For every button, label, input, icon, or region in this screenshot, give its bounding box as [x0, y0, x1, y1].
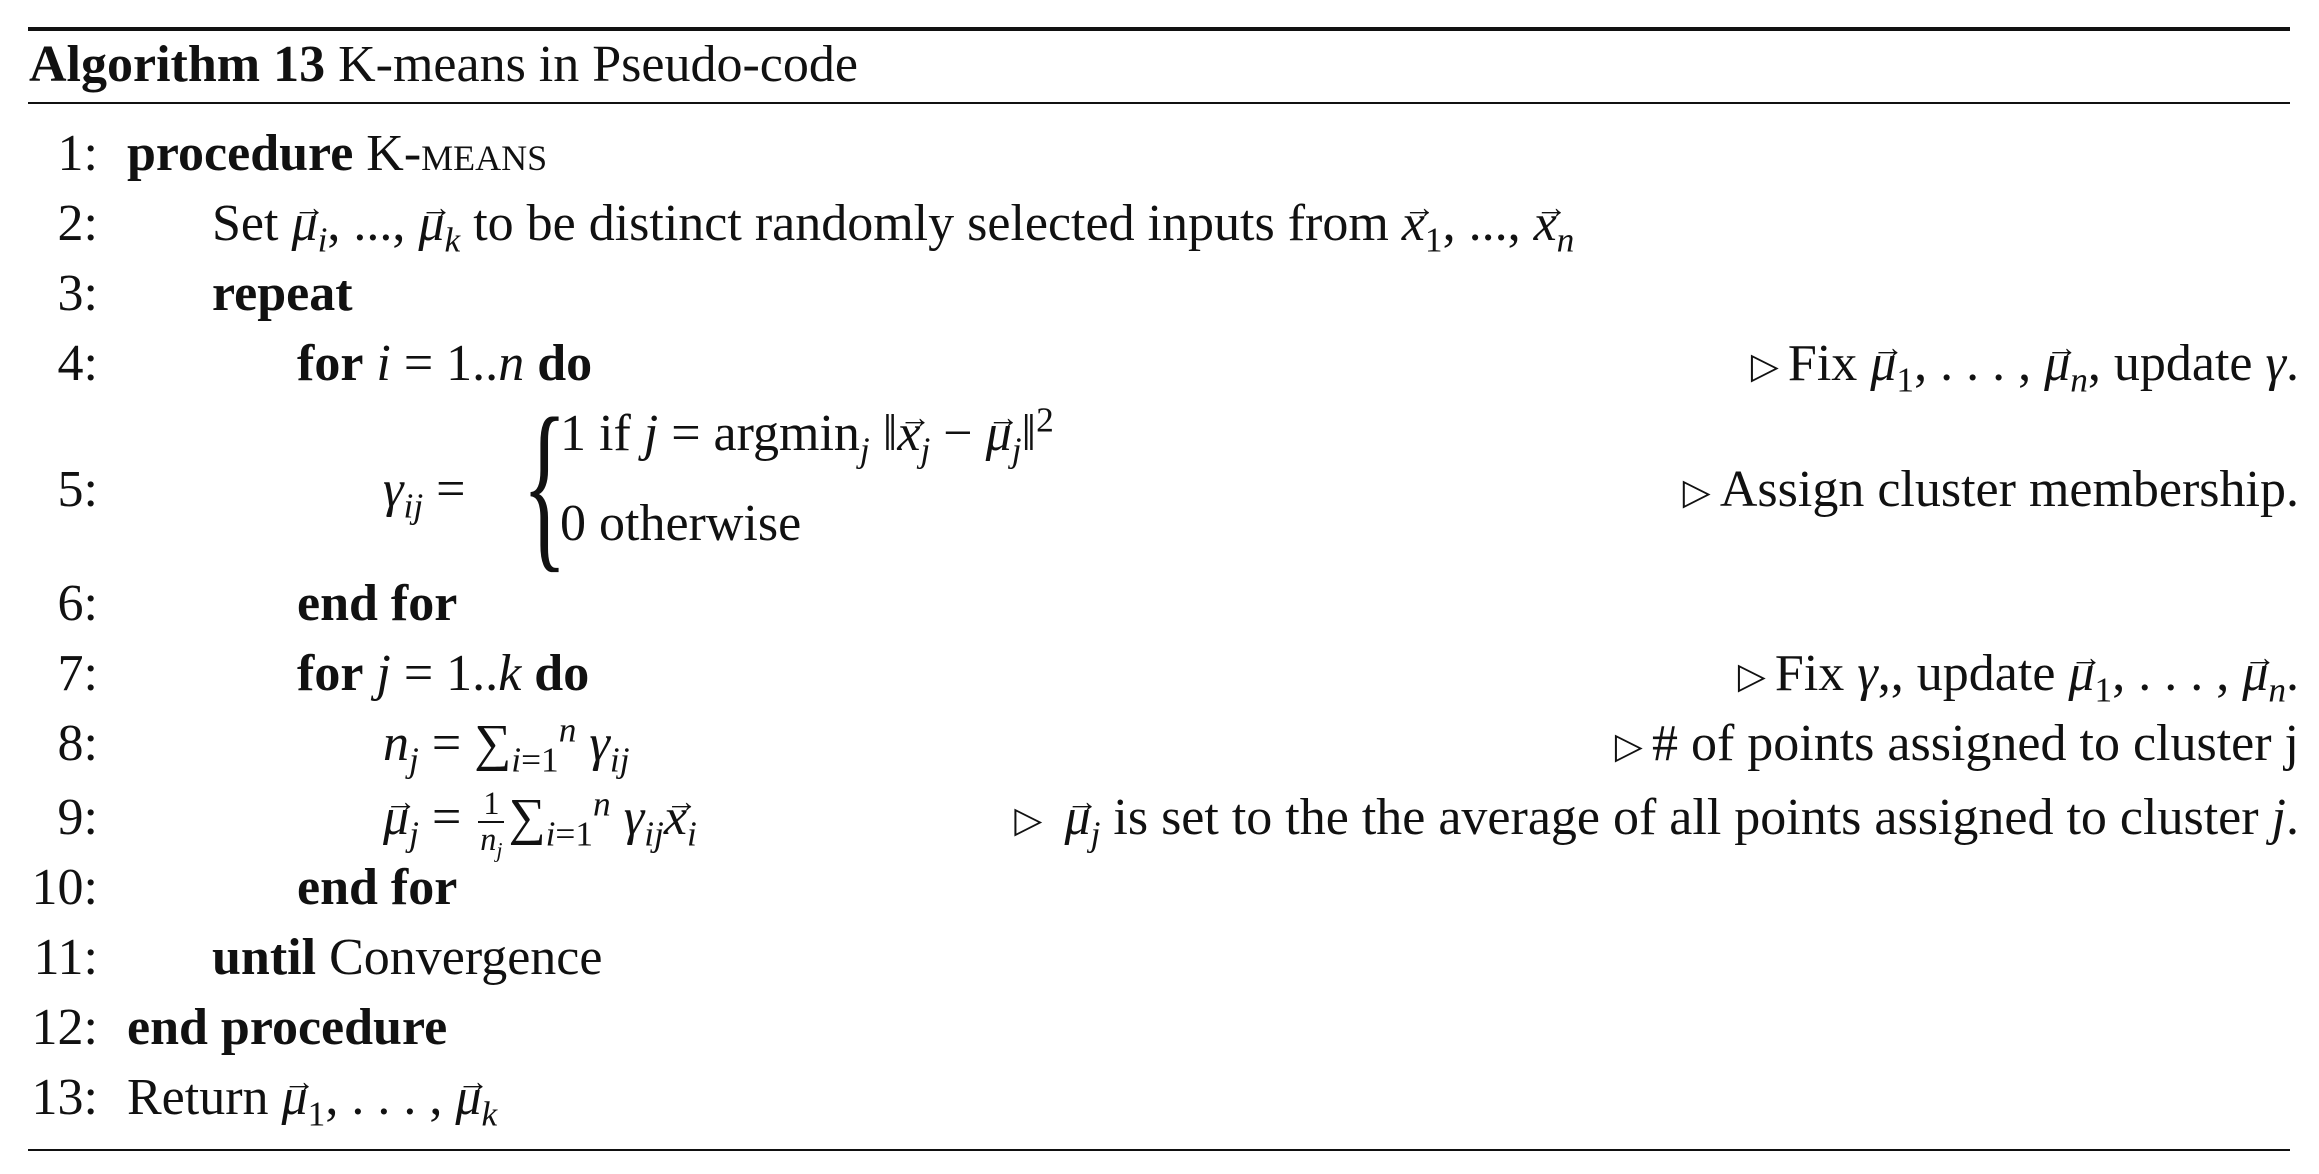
- line-comment: [1615, 708, 2299, 784]
- x-vector: → x: [1402, 188, 1425, 260]
- line-text: = 1..: [390, 645, 499, 702]
- comment-text: Fix: [1774, 645, 1858, 702]
- line-number: 13:: [31, 1069, 98, 1126]
- mu-vector: → μ: [1064, 778, 1090, 858]
- comment-text: # of points assigned to cluster j: [1651, 715, 2299, 772]
- line-text: Convergence: [316, 929, 603, 986]
- line-number: 8:: [57, 715, 98, 772]
- keyword-do: do: [534, 645, 590, 702]
- line-code: [127, 118, 547, 190]
- comment-triangle-icon: ▷: [1614, 726, 1643, 767]
- line-text: to be distinct randomly selected inputs from: [460, 195, 1402, 252]
- line-number: 11:: [33, 929, 98, 986]
- case-one: 1 if j = argmin$_j$ ‖→ $x_j$ − → $\mu_j‖^2$: [560, 398, 1054, 470]
- fraction-numerator: 1: [478, 787, 504, 823]
- x-vector: → x: [1534, 188, 1557, 260]
- line-comment: [1683, 454, 2299, 530]
- line-code: $n_j = \sum_{i=1}^n$ $\gamma_{ij}$: [383, 709, 630, 780]
- line-comment: ▷ Fix → $\mu_1$, . . . , → $\mu_n$, update γ.: [1751, 328, 2299, 404]
- algorithm-label: Algorithm 13: [29, 36, 326, 93]
- mu-vector: → μ: [2044, 328, 2070, 400]
- keyword-end-for: end for: [297, 859, 458, 916]
- mu-vector: → μ: [986, 398, 1012, 470]
- line-code: [297, 852, 457, 924]
- mu-vector: → μ: [418, 188, 444, 260]
- mu-vector: → μ: [1870, 328, 1896, 400]
- keyword-end-for: end for: [297, 575, 458, 632]
- gamma-ij-lhs: $\gamma_{ij}$ =: [383, 461, 466, 526]
- algorithm-line-10: [0, 852, 2319, 924]
- mu-vector: → μ: [383, 778, 409, 858]
- line-code: [212, 922, 602, 994]
- equals-sign: =: [418, 715, 475, 772]
- comment-text: Assign cluster membership.: [1719, 461, 2299, 518]
- keyword-procedure: procedure: [127, 125, 354, 182]
- algorithm-line-8: [0, 708, 2319, 780]
- case-text: = argmin: [658, 405, 860, 462]
- algorithm-line-6: [0, 568, 2319, 640]
- keyword-do: do: [537, 335, 593, 392]
- algorithm-line-1: [0, 118, 2319, 190]
- mu-vector: → μ: [455, 1062, 481, 1134]
- comment-triangle-icon: ▷: [1682, 472, 1711, 513]
- line-code: [297, 568, 457, 640]
- algorithm-line-3: [0, 258, 2319, 330]
- line-code: Set → $\mu_i$, ..., → $\mu_k$ to be distinct randomly selected inputs from → $x_1$, ..., → $x_n$: [212, 188, 1574, 260]
- line-number: 12:: [31, 999, 98, 1056]
- line-comment: ▷ → $\mu_j$ is set to the the average of all points assigned to cluster j.: [1014, 778, 2299, 862]
- algorithm-line-12: [0, 992, 2319, 1064]
- algorithm-line-13: [0, 1062, 2319, 1134]
- algorithm-line-2: [0, 188, 2319, 260]
- comment-triangle-icon: ▷: [1750, 346, 1779, 387]
- line-code: for i = 1..n do: [297, 335, 593, 392]
- mu-vector: → μ: [2068, 638, 2094, 710]
- line-number: 1:: [57, 125, 98, 182]
- algorithm-line-7: [0, 638, 2319, 710]
- line-number: 5:: [57, 461, 98, 518]
- line-text: Set: [212, 195, 292, 252]
- algorithm-title: K-means in Pseudo-code: [338, 36, 858, 93]
- comment-text: , update: [2087, 335, 2266, 392]
- algorithm-line-4: [0, 328, 2319, 400]
- equals-sign: =: [418, 789, 475, 846]
- algorithm-line-5: [0, 379, 2319, 588]
- algorithm-line-9: [0, 778, 2319, 863]
- line-code: for j = 1..k do: [297, 645, 590, 702]
- line-number: 10:: [31, 859, 98, 916]
- line-code: Return → $\mu_1$, . . . , → $\mu_k$: [127, 1062, 497, 1134]
- keyword-repeat: repeat: [212, 265, 353, 322]
- bottom-rule: [28, 1149, 2290, 1151]
- comment-triangle-icon: ▷: [1014, 800, 1043, 841]
- case-two: 0 otherwise: [560, 495, 802, 552]
- line-number: 4:: [57, 335, 98, 392]
- x-vector: → x: [664, 778, 687, 858]
- mu-vector: → μ: [291, 188, 317, 260]
- caption-rule: [28, 102, 2290, 104]
- keyword-until: until: [212, 929, 317, 986]
- line-text: = 1..: [390, 335, 499, 392]
- line-comment: ▷ Fix γ,, update → $\mu_1$, . . . , → $\mu_n$.: [1738, 638, 2299, 714]
- comment-triangle-icon: ▷: [1737, 656, 1766, 697]
- line-code: [212, 258, 353, 330]
- comment-text: , update: [1890, 645, 2069, 702]
- line-number: 3:: [57, 265, 98, 322]
- algorithm-line-11: [0, 922, 2319, 994]
- procedure-name: K-means: [366, 125, 548, 182]
- line-number: 2:: [57, 195, 98, 252]
- line-number: 6:: [57, 575, 98, 632]
- fraction: $\frac{1}{n_j}$: [480, 785, 503, 863]
- cases-brace: {: [522, 379, 568, 588]
- mu-vector: → μ: [2242, 638, 2268, 710]
- keyword-for: for: [297, 645, 364, 702]
- line-number: 9:: [57, 789, 98, 846]
- algorithm-caption: [29, 30, 858, 100]
- line-code: → $\mu_j$ = $\frac{1}{n_j}$ $\sum_{i=1}^n$ $\gamma_{ij}\to x_i$: [383, 778, 697, 858]
- line-text: Return: [127, 1069, 282, 1126]
- x-vector: → x: [897, 398, 920, 470]
- case-text: 1 if: [560, 405, 644, 462]
- comment-text: Fix: [1787, 335, 1871, 392]
- line-number: 7:: [57, 645, 98, 702]
- keyword-for: for: [297, 335, 364, 392]
- mu-vector: → μ: [282, 1062, 308, 1134]
- keyword-end-procedure: end procedure: [127, 999, 448, 1056]
- comment-text: is set to the the average of all points assigned to cluster: [1100, 789, 2272, 846]
